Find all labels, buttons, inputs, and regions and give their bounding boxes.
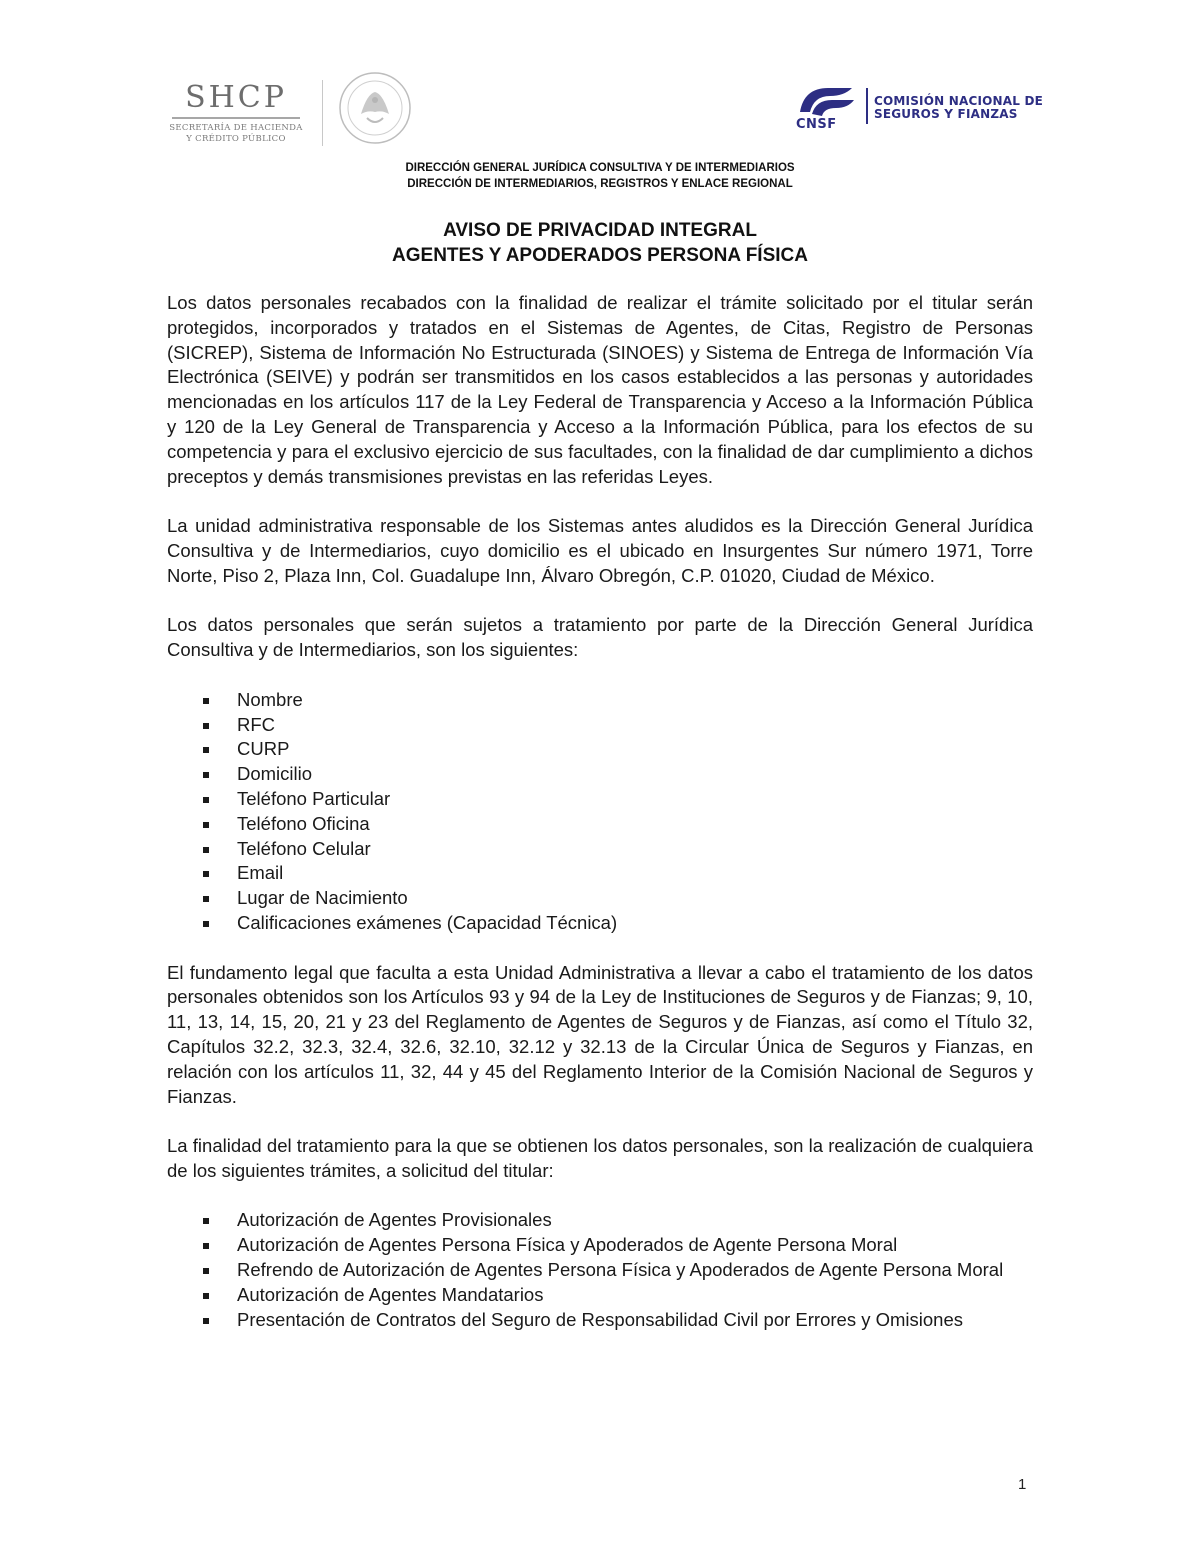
list-item: Autorización de Agentes Provisionales (167, 1208, 1033, 1233)
title-line-1: AVISO DE PRIVACIDAD INTEGRAL (443, 220, 757, 241)
shcp-logo-line2: Y CRÉDITO PÚBLICO (186, 134, 286, 144)
cnsf-logo-bar (866, 88, 868, 124)
subheading-direccion-general: DIRECCIÓN GENERAL JURÍDICA CONSULTIVA Y DE INTERMEDIARIOS (405, 162, 795, 174)
list-item: Autorización de Agentes Mandatarios (167, 1283, 1033, 1308)
shcp-logo-line1: SECRETARÍA DE HACIENDA (169, 123, 303, 133)
cnsf-logo-line1: COMISIÓN NACIONAL DE (874, 94, 1044, 108)
list-item: Refrendo de Autorización de Agentes Persona Física y Apoderados de Agente Persona Moral (167, 1258, 1033, 1283)
national-seal-icon (337, 70, 413, 146)
list-item: Teléfono Particular (167, 787, 1033, 812)
paragraph-datos-intro: Los datos personales que serán sujetos a tratamiento por parte de la Dirección General Jurídica Consultiva y de Intermediarios, son los siguientes: (167, 614, 1033, 661)
paragraph-fundamento-legal: El fundamento legal que faculta a esta Unidad Administrativa a llevar a cabo el tratamiento de los datos personales obtenidos son los Artículos 93 y 94 de la Ley de Instituciones de Seguros y de Fianzas; 9, 10, 11, 13, 14, 15, 20, 21 y 23 del Reglamento de Agentes de Seguros y de Fianzas, así como el Título 32, Capítulos 32.2, 32.3, 32.4, 32.6, 32.10, 32.12 y 32.13 de la Circular Única de Seguros y Fianzas, en relación con los artículos 11, 32, 44 y 45 del Reglamento Interior de la Comisión Nacional de Seguros y Fianzas. (167, 961, 1033, 1107)
paragraph-finalidad: La finalidad del tratamiento para la que se obtienen los datos personales, son la realización de cualquiera de los siguientes trámites, a solicitud del titular: (167, 1135, 1033, 1181)
paragraph-unidad-responsable: La unidad administrativa responsable de los Sistemas antes aludidos es la Dirección General Jurídica Consultiva y de Intermediarios, cuyo domicilio es el ubicado en Insurgentes Sur número 1971, Torre Norte, Piso 2, Plaza Inn, Col. Guadalupe Inn, Álvaro Obregón, C.P. 01020, Ciudad de México. (167, 515, 1033, 586)
page-number: 1 (1018, 1476, 1027, 1493)
list-item: CURP (167, 737, 1033, 762)
list-item: Lugar de Nacimiento (167, 886, 1033, 911)
cnsf-logo-name (874, 95, 1043, 121)
list-item: Domicilio (167, 762, 1033, 787)
shcp-logo-rule (172, 117, 300, 119)
paragraph-sistemas: Los datos personales recabados con la finalidad de realizar el trámite solicitado por el titular serán protegidos, incorporados y tratados en el Sistemas de Agentes, de Citas, Registro de Personas (SICREP), Sistema de Información No Estructurada (SINOES) y Sistema de Entrega de Información Vía Electrónica (SEIVE) y podrán ser transmitidos en los casos establecidos a las personas y autoridades mencionadas en los artículos 117 de la Ley Federal de Transparencia y Acceso a la Información Pública y 120 de la Ley General de Transparencia y Acceso a la Información Pública, para los efectos de su competencia y para el exclusivo ejercicio de sus facultades, con la finalidad de dar cumplimiento a dichos preceptos y demás transmisiones previstas en las referidas Leyes. (167, 292, 1033, 487)
list-item: RFC (167, 713, 1033, 738)
list-item: Email (167, 861, 1033, 886)
list-item: Calificaciones exámenes (Capacidad Técnica) (167, 911, 1033, 936)
tramites-list (167, 1208, 1033, 1332)
document-title (0, 218, 1200, 268)
list-item: Presentación de Contratos del Seguro de Responsabilidad Civil por Errores y Omisiones (167, 1308, 1033, 1333)
list-item: Autorización de Agentes Persona Física y Apoderados de Agente Persona Moral (167, 1233, 1033, 1258)
title-line-2: AGENTES Y APODERADOS PERSONA FÍSICA (392, 245, 808, 266)
logo-divider (322, 80, 323, 146)
shcp-logo (168, 82, 304, 145)
subheading-direccion-intermediarios: DIRECCIÓN DE INTERMEDIARIOS, REGISTROS Y ENLACE REGIONAL (407, 178, 793, 190)
list-item: Teléfono Oficina (167, 812, 1033, 837)
document-subheadings (0, 160, 1200, 192)
list-item: Nombre (167, 688, 1033, 713)
cnsf-logo-acronym: CNSF (796, 117, 837, 132)
shcp-logo-acronym: SHCP (185, 80, 287, 115)
cnsf-logo-line2: SEGUROS Y FIANZAS (874, 107, 1018, 121)
list-item: Teléfono Celular (167, 837, 1033, 862)
page-header (0, 0, 1200, 150)
document-body (167, 291, 1033, 1332)
personal-data-list (167, 688, 1033, 936)
